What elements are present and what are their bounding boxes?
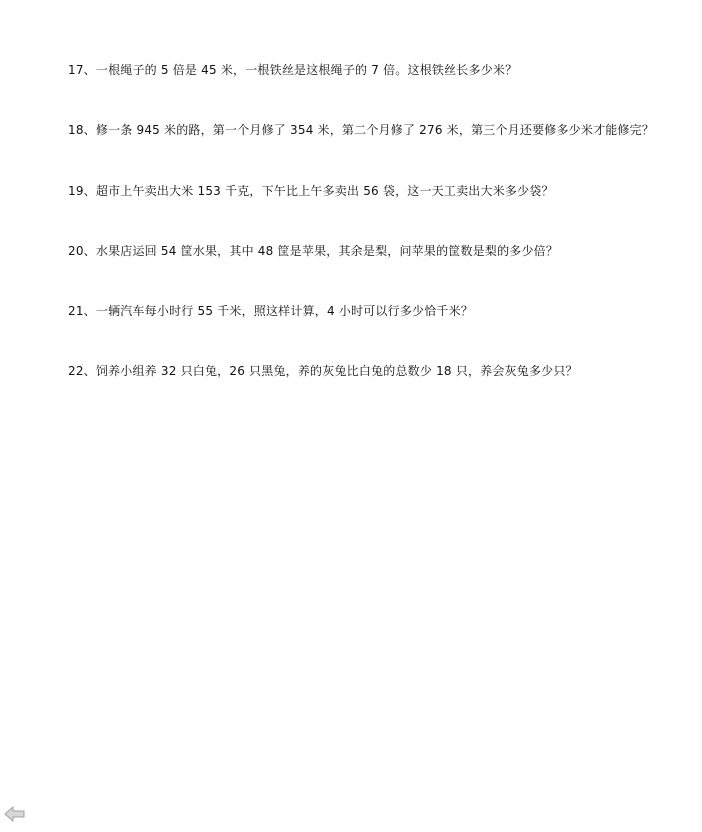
question-20: 20、水果店运回 54 筐水果，其中 48 筐是苹果，其余是梨，问苹果的筐数是梨的多少倍？ bbox=[68, 244, 559, 258]
question-19: 19、超市上午卖出大米 153 千克，下午比上午多卖出 56 袋，这一天工卖出大米多少袋？ bbox=[68, 184, 554, 198]
question-21: 21、一辆汽车每小时行 55 千米，照这样计算，4 小时可以行多少恰千米？ bbox=[68, 304, 474, 318]
question-17: 17、一根绳子的 5 倍是 45 米，一根铁丝是这根绳子的 7 倍。这根铁丝长多少米？ bbox=[68, 63, 518, 77]
question-22: 22、饲养小组养 32 只白兔，26 只黑兔，养的灰兔比白兔的总数少 18 只，养会灰兔多少只？ bbox=[68, 364, 578, 378]
question-18: 18、修一条 945 米的路，第一个月修了 354 米，第二个月修了 276 米，第三个月还要修多少米才能修完？ bbox=[68, 123, 655, 137]
left-arrow-icon[interactable] bbox=[4, 806, 26, 822]
